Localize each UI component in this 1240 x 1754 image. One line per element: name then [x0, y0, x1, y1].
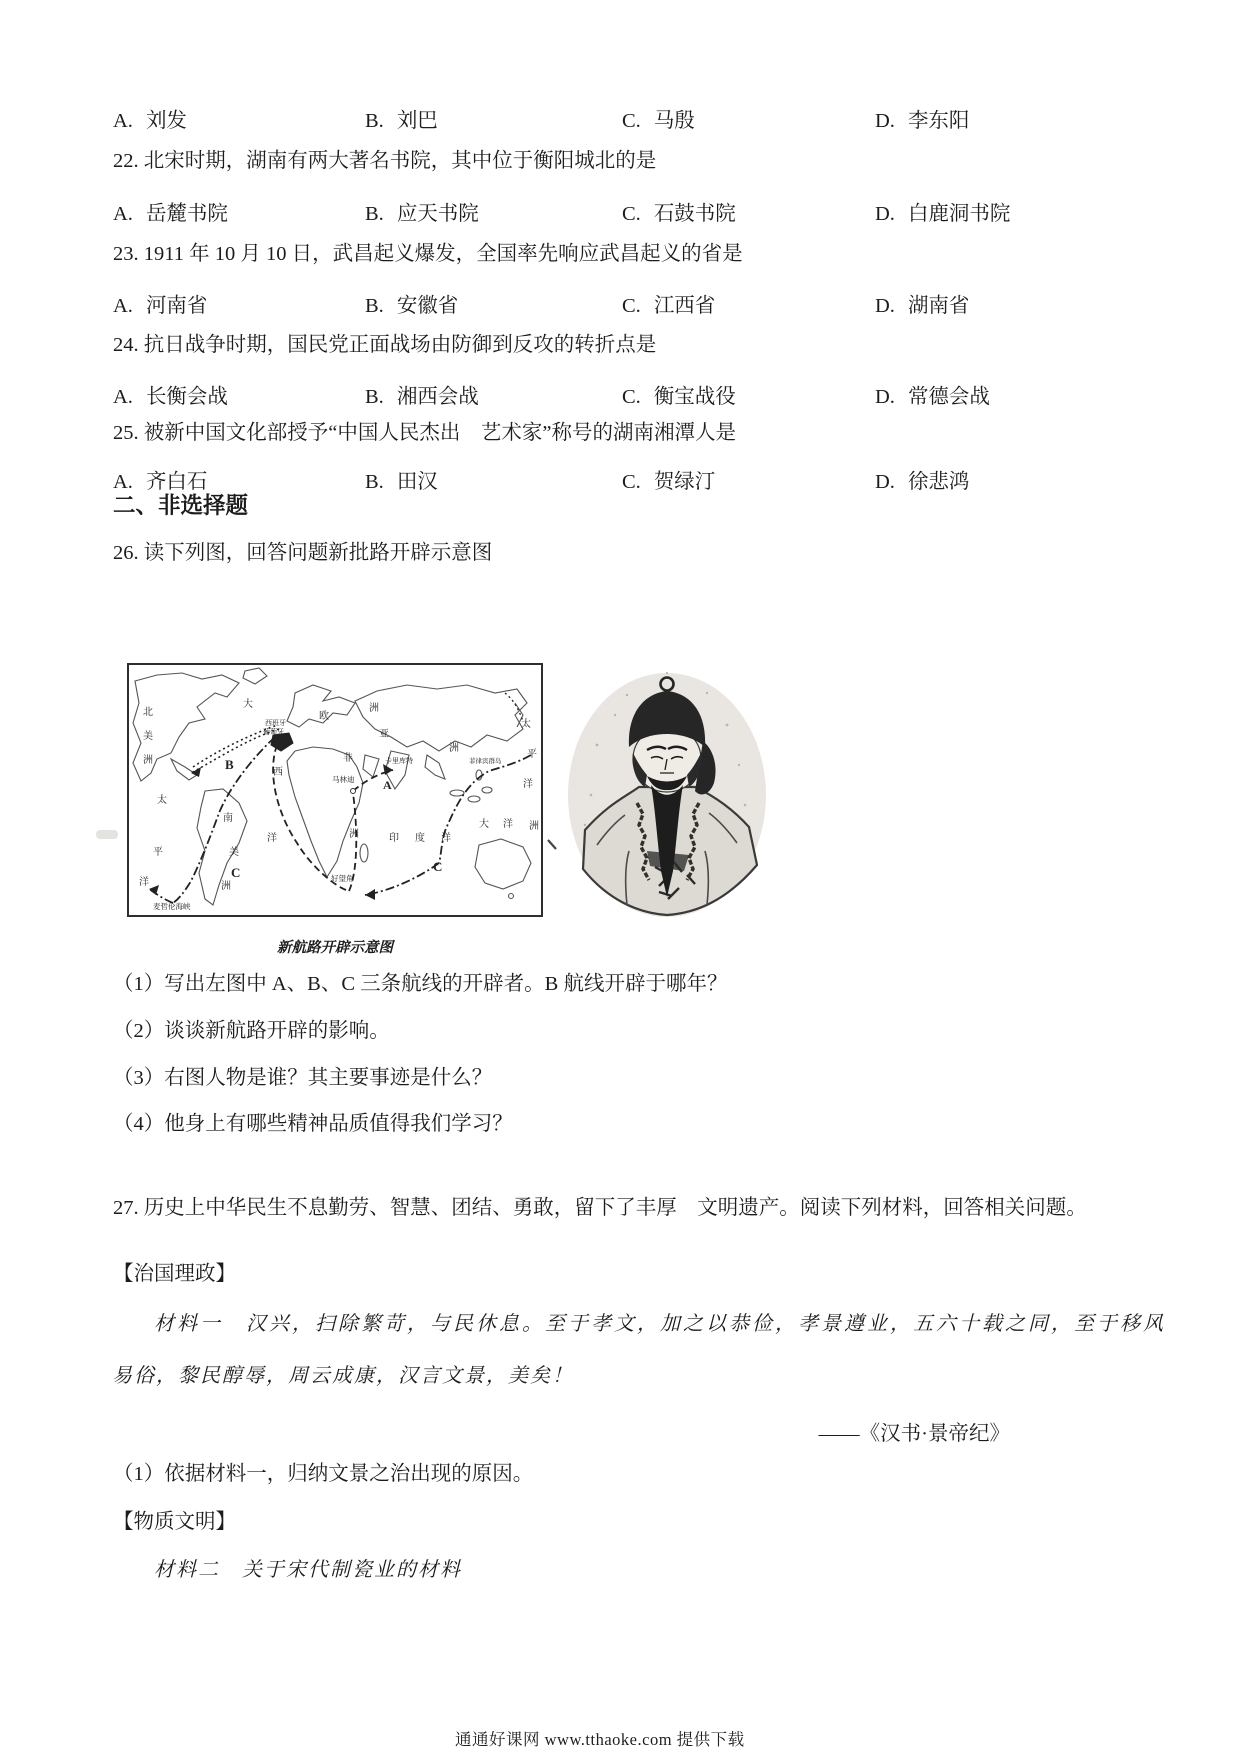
route-b-letter: B [225, 757, 234, 772]
option-text: 安徽省 [396, 295, 459, 317]
option-text: 刘巴 [396, 110, 438, 132]
q27-material-1-line-2: 易俗，黎民醇辱，周云成康，汉言文景，美矣！ [112, 1365, 574, 1387]
option-letter: A. [113, 386, 133, 408]
option-text: 衡宝战役 [653, 386, 736, 408]
option-letter: C. [622, 203, 641, 225]
zheng-he-portrait-image [567, 655, 767, 920]
option-letter: D. [875, 203, 895, 225]
mc-option [875, 196, 1010, 226]
mc-option [113, 379, 228, 409]
route-c-letter: C [433, 859, 443, 874]
map-label: 洲 [221, 881, 231, 892]
option-letter: B. [365, 203, 384, 225]
option-text: 应天书院 [396, 203, 479, 225]
map-label: 印 [389, 833, 399, 844]
option-text: 河南省 [145, 295, 208, 317]
q26-sub-1: （1）写出左图中 A、B、C 三条航线的开辟者。B 航线开辟于哪年？ [113, 973, 728, 995]
q27-citation: ——《汉书·景帝纪》 [818, 1423, 1010, 1445]
option-letter: D. [875, 295, 895, 317]
map-label: 西班牙 [265, 719, 286, 727]
option-text: 马殷 [653, 110, 695, 132]
mc-option [622, 196, 736, 226]
option-letter: D. [875, 110, 895, 132]
q25-options-row [113, 464, 1240, 492]
q27-sub-1: （1）依据材料一，归纳文景之治出现的原因。 [113, 1463, 534, 1485]
q27-tag-material: 【物质文明】 [113, 1511, 236, 1533]
q24-options-row [113, 379, 1240, 407]
map-label: 卡里库特 [385, 757, 413, 765]
q27-tag-governance: 【治国理政】 [113, 1263, 236, 1285]
mc-option [113, 288, 207, 318]
scan-stray-mark [545, 838, 559, 852]
new-sea-routes-map-image [127, 663, 543, 917]
q24-stem: 24. 抗日战争时期，国民党正面战场由防御到反攻的转折点是 [113, 334, 657, 356]
option-text: 湖南省 [907, 295, 970, 317]
map-label: 洋 [523, 779, 533, 790]
mc-option [365, 288, 458, 318]
map-label: 度 [415, 833, 425, 844]
option-letter: B. [365, 471, 384, 493]
option-text: 湘西会战 [396, 386, 479, 408]
map-label: 洲 [143, 755, 153, 766]
map-caption: 新航路开辟示意图 [277, 940, 393, 956]
map-label: 洋 [139, 877, 149, 888]
map-label: 麦哲伦海峡 [153, 902, 191, 911]
map-label: 大 [479, 819, 489, 830]
map-label: 美 [143, 731, 153, 742]
map-label: 平 [527, 749, 537, 760]
option-text: 石鼓书院 [653, 203, 736, 225]
mc-option [113, 103, 187, 133]
option-letter: B. [365, 295, 384, 317]
map-label: 太 [521, 719, 531, 730]
map-label: 大 [243, 699, 253, 710]
mc-option [875, 288, 969, 318]
mc-option [622, 464, 715, 494]
map-label: 洲 [349, 829, 359, 840]
mc-option [113, 196, 228, 226]
option-letter: D. [875, 471, 895, 493]
option-text: 岳麓书院 [145, 203, 228, 225]
section-2-header: 二、非选择题 [113, 493, 249, 518]
mc-option [875, 464, 969, 494]
option-letter: B. [365, 110, 384, 132]
mc-option [622, 379, 736, 409]
mc-option [365, 464, 438, 494]
option-letter: C. [622, 386, 641, 408]
q22-options-row [113, 196, 1240, 224]
option-text: 常德会战 [907, 386, 990, 408]
option-text: 贺绿汀 [653, 471, 716, 493]
map-label: 平 [153, 847, 163, 858]
mc-option [622, 288, 715, 318]
q23-options-row [113, 288, 1240, 316]
option-letter: C. [622, 471, 641, 493]
q26-sub-2: （2）谈谈新航路开辟的影响。 [113, 1020, 390, 1042]
mc-option [875, 379, 990, 409]
map-label: 非 [343, 753, 353, 764]
map-label: 马林迪 [332, 775, 355, 784]
option-letter: D. [875, 386, 895, 408]
q27-stem: 27. 历史上中华民生不息勤劳、智慧、团结、勇敢，留下了丰厚 文明遗产。阅读下列材料，回答相关问题。 [113, 1197, 1087, 1219]
map-label: 洋 [267, 833, 277, 844]
map-label: 亚 [379, 729, 389, 740]
map-label: 北 [143, 707, 153, 718]
mc-option [622, 103, 695, 133]
route-c-letter: C [231, 865, 241, 880]
mc-option [365, 196, 479, 226]
q26-sub-3: （3）右图人物是谁？其主要事迹是什么？ [113, 1067, 493, 1089]
malindi-port-dot [351, 789, 356, 794]
q23-stem: 23. 1911 年 10 月 10 日，武昌起义爆发，全国率先响应武昌起义的省是 [113, 243, 743, 265]
map-label: 南 [223, 813, 233, 824]
map-label: 洲 [529, 821, 539, 832]
option-letter: A. [113, 295, 133, 317]
map-label: 葡萄牙 [263, 728, 284, 736]
option-letter: A. [113, 471, 133, 493]
option-text: 李东阳 [907, 110, 970, 132]
map-label: 好望角 [331, 874, 354, 883]
option-text: 长衡会战 [145, 386, 228, 408]
option-letter: A. [113, 203, 133, 225]
option-letter: C. [622, 295, 641, 317]
map-label: 洋 [441, 833, 451, 844]
map-label: 菲律宾群岛 [469, 758, 502, 765]
q27-material-1-line-1: 材料一 汉兴，扫除繁苛，与民休息。至于孝文，加之以恭俭，孝景遵业，五六十载之同，至于移风 [154, 1313, 1166, 1335]
mc-option [875, 103, 969, 133]
mc-option [113, 464, 207, 494]
map-label: 西 [273, 767, 283, 778]
option-letter: C. [622, 110, 641, 132]
option-text: 刘发 [145, 110, 187, 132]
map-label: 太 [157, 795, 167, 806]
map-label: 美 [229, 847, 239, 858]
q26-stem: 26. 读下列图，回答问题新批路开辟示意图 [113, 542, 493, 564]
map-label: 洋 [503, 819, 513, 830]
q25-stem: 25. 被新中国文化部授予“中国人民杰出 艺术家”称号的湖南湘潭人是 [113, 422, 736, 444]
option-letter: B. [365, 386, 384, 408]
map-label: 欧 [319, 711, 329, 722]
page-footer: 通通好课网 www.tthaoke.com 提供下载 [455, 1730, 745, 1749]
option-text: 徐悲鸿 [907, 471, 970, 493]
map-label: 洲 [369, 703, 379, 714]
option-text: 江西省 [653, 295, 716, 317]
q22-stem: 22. 北宋时期，湖南有两大著名书院，其中位于衡阳城北的是 [113, 150, 657, 172]
option-text: 白鹿洞书院 [907, 203, 1011, 225]
q27-material-2: 材料二 关于宋代制瓷业的材料 [154, 1559, 462, 1581]
route-a-letter: A [383, 778, 392, 792]
option-letter: A. [113, 110, 133, 132]
map-label: 洲 [449, 743, 459, 754]
q26-sub-4: （4）他身上有哪些精神品质值得我们学习？ [113, 1113, 513, 1135]
mc-option [365, 103, 438, 133]
q21-options-row [113, 103, 1240, 131]
scan-smudge [96, 830, 118, 839]
option-text: 田汉 [396, 471, 438, 493]
option-text: 齐白石 [145, 471, 208, 493]
mc-option [365, 379, 479, 409]
